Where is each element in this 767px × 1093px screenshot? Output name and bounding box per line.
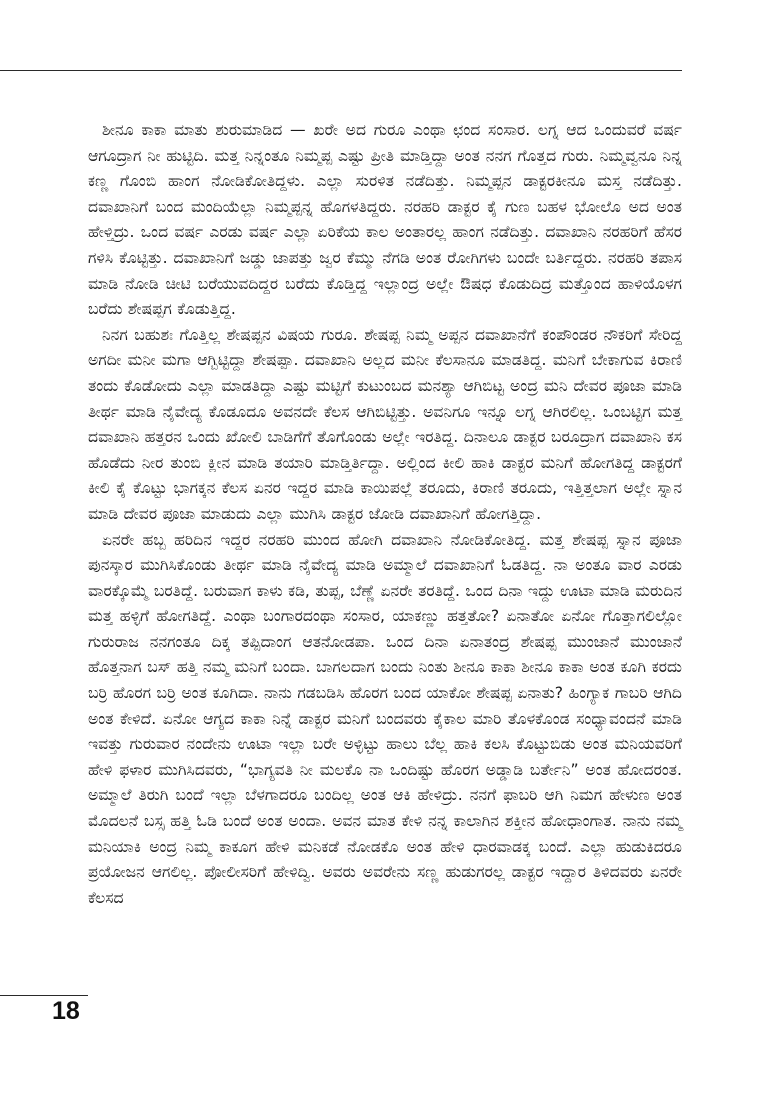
header-rule bbox=[0, 70, 682, 71]
page-number: 18 bbox=[52, 997, 80, 1025]
paragraph-2: ನಿನಗ ಬಹುಶಃ ಗೊತ್ತಿಲ್ಲ ಶೇಷಪ್ಪನ ವಿಷಯ ಗುರೂ. ಶೇಷಪ್ಪ ನಿಮ್ಮ ಅಪ್ಪನ ದವಾಖಾನೆಗೆ ಕಂಪೌಂಡರ ನೌಕರಿಗೆ ಸೇರಿದ್ದ ಅಗದೀ ಮನೀ ಮಗಾ ಆಗ್ಬಿಟ್ಟಿದ್ದಾ ಶೇಷಪ್ಪಾ. ದವಾಖಾನಿ ಅಲ್ಲದ ಮನೀ ಕೆಲಸಾನೂ ಮಾಡತಿದ್ದ. ಮನಿಗೆ ಬೇಕಾಗುವ ಕಿರಾಣಿ ತಂದು ಕೊಡೋದು ಎಲ್ಲಾ ಮಾಡತಿದ್ದಾ ಎಷ್ಟು ಮಟ್ಟಿಗೆ ಕುಟುಂಬದ ಮನಶ್ಯಾ ಆಗಿಬಿಟ್ಟ ಅಂದ್ರ ಮನಿ ದೇವರ ಪೂಜಾ ಮಾಡಿ ತೀರ್ಥ ಮಾಡಿ ನೈವೇದ್ಯ ಕೊಡೂದೂ ಅವನದೇ ಕೆಲಸ ಆಗಿಬಿಟ್ಟಿತ್ತು. ಅವನಿಗೂ ಇನ್ನೂ ಲಗ್ನ ಆಗಿರಲಿಲ್ಲ. ಒಂಬಟ್ಟಿಗ ಮತ್ತ ದವಾಖಾನಿ ಹತ್ತರನ ಒಂದು ಖೋಲಿ ಬಾಡಿಗೆಗೆ ತೊಗೊಂಡು ಅಲ್ಲೇ ಇರತಿದ್ದ. ದಿನಾಲೂ ಡಾಕ್ಟರ ಬರೂದ್ರಾಗ ದವಾಖಾನಿ ಕಸ ಹೊಡೆದು ನೀರ ತುಂಬಿ ಕ್ಲೀನ ಮಾಡಿ ತಯಾರಿ ಮಾಡ್ತಿರ್ತಿದ್ದಾ. ಅಲ್ಲಿಂದ ಕೀಲಿ ಹಾಕಿ ಡಾಕ್ಟರ ಮನಿಗೆ ಹೋಗತಿದ್ದ ಡಾಕ್ಟರಗೆ ಕೀಲಿ ಕೈ ಕೊಟ್ಟು ಭಾಗಕ್ಕನ ಕೆಲಸ ಏನರ ಇದ್ದರ ಮಾಡಿ ಕಾಯಿಪಲ್ಲೆ ತರೂದು, ಕಿರಾಣಿ ತರೂದು, ಇತ್ತಿತ್ತಲಾಗ ಅಲ್ಲೇ ಸ್ನಾನ ಮಾಡಿ ದೇವರ ಪೂಜಾ ಮಾಡುದು ಎಲ್ಲಾ ಮುಗಿಸಿ ಡಾಕ್ಟರ ಜೋಡಿ ದವಾಖಾನಿಗೆ ಹೋಗತ್ತಿದ್ದಾ. bbox=[88, 325, 682, 523]
paragraph-3: ಏನರೇ ಹಬ್ಬ ಹರಿದಿನ ಇದ್ದರ ನರಹರಿ ಮುಂದ ಹೋಗಿ ದವಾಖಾನಿ ನೋಡಿಕೋತಿದ್ದ. ಮತ್ತ ಶೇಷಪ್ಪ ಸ್ನಾನ ಪೂಜಾ ಪುನಸ್ಕಾರ ಮುಗಿಸಿಕೊಂಡು ತೀರ್ಥ ಮಾಡಿ ನೈವೇದ್ಯ ಮಾಡಿ ಅಮ್ಮಾಲೆ ದವಾಖಾನಿಗೆ ಓಡತಿದ್ದ. ನಾ ಅಂತೂ ವಾರ ಎರಡು ವಾರಕ್ಕೊಮ್ಮೆ ಬರತಿದ್ದೆ. ಬರುವಾಗ ಕಾಳು ಕಡಿ, ತುಪ್ಪ, ಬೆಣ್ಣೆ ಏನರೇ ತರತಿದ್ದೆ. ಒಂದ ದಿನಾ ಇದ್ದು ಊಟಾ ಮಾಡಿ ಮರುದಿನ ಮತ್ತ ಹಳ್ಳಿಗೆ ಹೋಗತಿದ್ದೆ. ಎಂಥಾ ಬಂಗಾರದಂಥಾ ಸಂಸಾರ, ಯಾಕಣ್ಣು ಹತ್ತತೋ? ಏನಾತೋ ಏನೋ ಗೊತ್ತಾಗಲಿಲ್ಲೋ ಗುರುರಾಜ ನನಗಂತೂ ದಿಕ್ಕ ತಪ್ಪಿದಾಂಗ ಆತನೋಡಪಾ. ಒಂದ ದಿನಾ ಏನಾತಂದ್ರ ಶೇಷಪ್ಪ ಮುಂಜಾನೆ ಮುಂಜಾನೆ ಹೊತ್ತನಾಗ ಬಸ್ ಹತ್ತಿ ನಮ್ಮ ಮನಿಗೆ ಬಂದಾ. ಬಾಗಲದಾಗ ಬಂದು ನಿಂತು ಶೀನೂ ಕಾಕಾ ಶೀನೂ ಕಾಕಾ ಅಂತ ಕೂಗಿ ಕರದು ಬರ್ರಿ ಹೊರಗ ಬರ್ರಿ ಅಂತ ಕೂಗಿದಾ. ನಾನು ಗಡಬಡಿಸಿ ಹೊರಗ ಬಂದ ಯಾಕೋ ಶೇಷಪ್ಪ ಏನಾತು? ಹಿಂಗ್ಯಾಕ ಗಾಬರಿ ಆಗಿದಿ ಅಂತ ಕೇಳಿದೆ. ಏನೋ ಆಗ್ಯದ ಕಾಕಾ ನಿನ್ನೆ ಡಾಕ್ಟರ ಮನಿಗೆ ಬಂದವರು ಕೈಕಾಲ ಮಾರಿ ತೊಳಕೊಂಡ ಸಂಧ್ಯಾವಂದನೆ ಮಾಡಿ ಇವತ್ತು ಗುರುವಾರ ನಂದೇನು ಊಟಾ ಇಲ್ಲಾ ಬರೇ ಅಳ್ಳಿಟ್ಟು ಹಾಲು ಬೆಲ್ಲ ಹಾಕಿ ಕಲಸಿ ಕೊಟ್ಟುಬಿಡು ಅಂತ ಮನಿಯವರಿಗೆ ಹೇಳಿ ಫಳಾರ ಮುಗಿಸಿದವರು, “ಭಾಗ್ಯವತಿ ನೀ ಮಲಕೊ ನಾ ಒಂದಿಷ್ಟು ಹೊರಗ ಅಡ್ಡಾಡಿ ಬರ್ತೇನಿ” ಅಂತ ಹೋದರಂತ. ಅಮ್ಮಾಲೆ ತಿರುಗಿ ಬಂದೆ ಇಲ್ಲಾ ಬೆಳಗಾದರೂ ಬಂದಿಲ್ಲ ಅಂತ ಆಕಿ ಹೇಳಿದ್ರು. ನನಗೆ ಫಾಬರಿ ಆಗಿ ನಿಮಗ ಹೇಳುಣ ಅಂತ ಮೊದಲನೆ ಬಸ್ಸ ಹತ್ತಿ ಓಡಿ ಬಂದೆ ಅಂತ ಅಂದಾ. ಅವನ ಮಾತ ಕೇಳಿ ನನ್ನ ಕಾಲಾಗಿನ ಶಕ್ತೀನ ಹೋಧಾಂಗಾತ. ನಾನು ನಮ್ಮ ಮನಿಯಾಕಿ ಅಂದ್ರ ನಿಮ್ಮ ಕಾಕೂಗ ಹೇಳಿ ಮನಿಕಡೆ ನೋಡಕೊ ಅಂತ ಹೇಳಿ ಧಾರವಾಡಕ್ಕ ಬಂದೆ. ಎಲ್ಲಾ ಹುಡುಕಿದರೂ ಪ್ರಯೋಜನ ಆಗಲಿಲ್ಲ. ಪೋಲೀಸರಿಗೆ ಹೇಳಿದ್ವಿ. ಅವರು ಅವರೇನು ಸಣ್ಣ ಹುಡುಗರಲ್ಲ ಡಾಕ್ಟರ ಇದ್ದಾರ ತಿಳಿದವರು ಏನರೇ ಕೆಲಸದ bbox=[88, 530, 682, 907]
body-text bbox=[88, 118, 682, 911]
paragraph-1: ಶೀನೂ ಕಾಕಾ ಮಾತು ಶುರುಮಾಡಿದ — ಖರೇ ಅದ ಗುರೂ ಎಂಥಾ ಛಂದ ಸಂಸಾರ. ಲಗ್ನ ಆದ ಒಂದುವರೆ ವರ್ಷ ಆಗೂದ್ರಾಗ ನೀ ಹುಟ್ಟಿದಿ. ಮತ್ತ ನಿನ್ನಂತೂ ನಿಮ್ಮಪ್ಪ ಎಷ್ಟು ಪ್ರೀತಿ ಮಾಡ್ತಿದ್ದಾ ಅಂತ ನನಗ ಗೊತ್ತದ ಗುರು. ನಿಮ್ಮವ್ವನೂ ನಿನ್ನ ಕಣ್ಣ ಗೊಂಬಿ ಹಾಂಗ ನೋಡಿಕೋತಿದ್ದಳು. ಎಲ್ಲಾ ಸುರಳಿತ ನಡೆದಿತ್ತು. ನಿಮ್ಮಪ್ಪನ ಡಾಕ್ಟರಕೀನೂ ಮಸ್ತ ನಡೆದಿತ್ತು. ದವಾಖಾನಿಗೆ ಬಂದ ಮಂದಿಯೆಲ್ಲಾ ನಿಮ್ಮಪ್ಪನ್ನ ಹೊಗಳತಿದ್ದರು. ನರಹರಿ ಡಾಕ್ಟರ ಕೈ ಗುಣ ಬಹಳ ಭೋಲೊ ಅದ ಅಂತ ಹೇಳ್ತಿದ್ರು. ಒಂದ ವರ್ಷ ಎರಡು ವರ್ಷ ಎಲ್ಲಾ ಏರಿಕೆಯ ಕಾಲ ಅಂತಾರಲ್ಲ ಹಾಂಗ ನಡೆದಿತ್ತು. ದವಾಖಾನಿ ನರಹರಿಗೆ ಹೆಸರ ಗಳಿಸಿ ಕೊಟ್ಟಿತ್ತು. ದವಾಖಾನಿಗೆ ಜಡ್ಡು ಜಾಪತ್ತು ಜ್ವರ ಕೆಮ್ಮು ನೆಗಡಿ ಅಂತ ರೋಗಿಗಳು ಬಂದೇ ಬರ್ತಿದ್ದರು. ನರಹರಿ ತಪಾಸ ಮಾಡಿ ನೋಡಿ ಚೀಟಿ ಬರೆಯುವದಿದ್ದರ ಬರೆದು ಕೊಡ್ತಿದ್ದ ಇಲ್ಲಾಂದ್ರ ಅಲ್ಲೇ ಔಷಧ ಕೊಡುದಿದ್ರ ಮತ್ತೊಂದ ಹಾಳಿಯೊಳಗ ಬರೆದು ಶೇಷಪ್ಪಗ ಕೊಡುತ್ತಿದ್ದ. bbox=[88, 121, 682, 319]
